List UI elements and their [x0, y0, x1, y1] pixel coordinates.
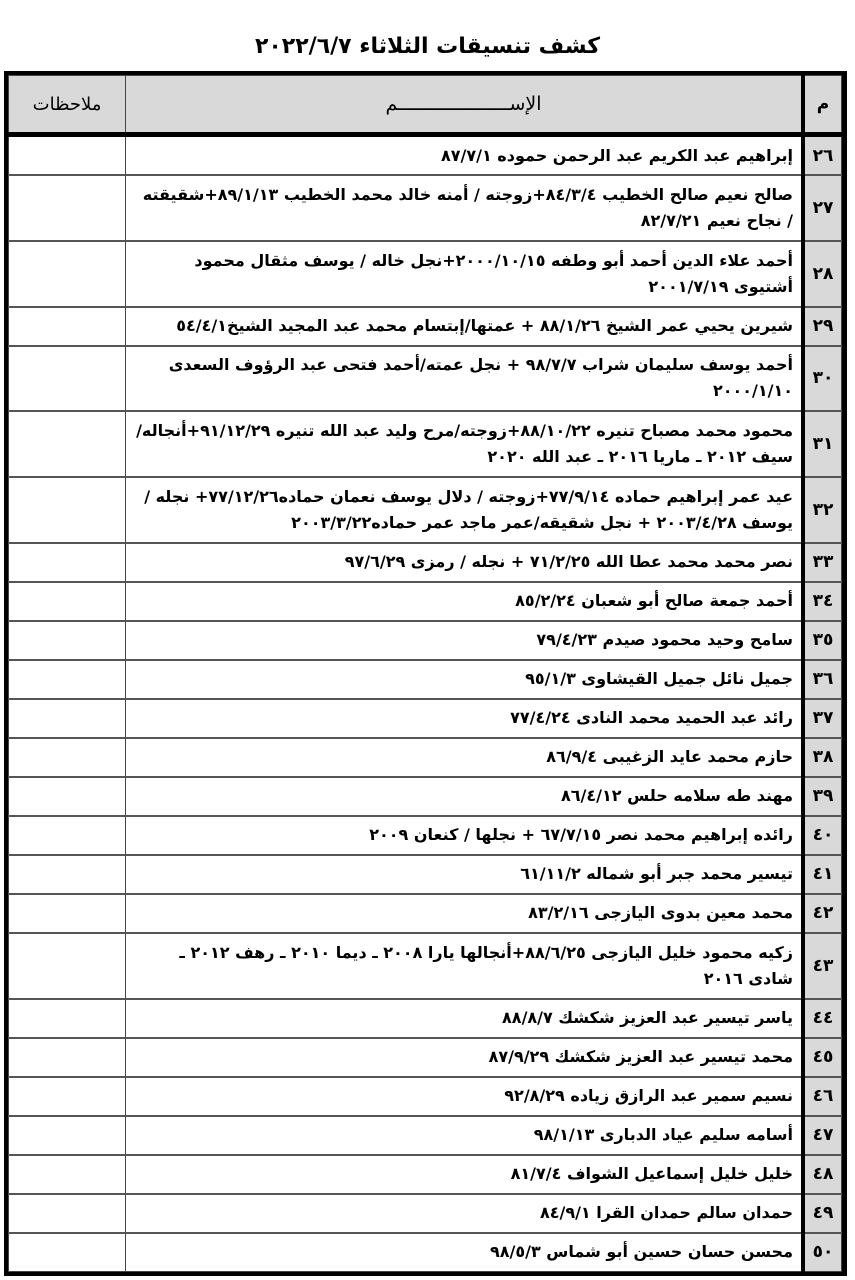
table-row	[9, 477, 842, 543]
row-notes	[9, 699, 126, 738]
row-notes	[9, 894, 126, 933]
row-name: نسيم سمير عبد الرازق زياده ٩٢/٨/٢٩	[126, 1077, 804, 1116]
row-number: ٢٧	[803, 175, 842, 241]
row-name: إبراهيم عبد الكريم عبد الرحمن حموده ٨٧/٧/١	[126, 135, 804, 176]
table-row	[9, 621, 842, 660]
row-number: ٣٥	[803, 621, 842, 660]
row-number: ٣٦	[803, 660, 842, 699]
row-name: أحمد جمعة صالح أبو شعبان ٨٥/٢/٢٤	[126, 582, 804, 621]
table-body	[9, 135, 842, 1272]
table-row	[9, 777, 842, 816]
row-number: ٤٢	[803, 894, 842, 933]
header-name: الإســــــــــــــــــــم	[126, 76, 804, 135]
row-name: جميل نائل جميل القيشاوى ٩٥/١/٣	[126, 660, 804, 699]
row-notes	[9, 175, 126, 241]
row-number: ٤٨	[803, 1155, 842, 1194]
row-notes	[9, 582, 126, 621]
table-row	[9, 933, 842, 999]
row-name: زكيه محمود خليل اليازجى ٨٨/٦/٢٥+أنجالها يارا ٢٠٠٨ ـ ديما ٢٠١٠ ـ رهف ٢٠١٢ ـ شادى ٢٠١٦	[126, 933, 804, 999]
row-notes	[9, 1116, 126, 1155]
row-notes	[9, 1077, 126, 1116]
row-notes	[9, 477, 126, 543]
table-row	[9, 699, 842, 738]
row-number: ٣١	[803, 411, 842, 477]
row-notes	[9, 999, 126, 1038]
row-name: رائد عبد الحميد محمد النادى ٧٧/٤/٢٤	[126, 699, 804, 738]
row-notes	[9, 1038, 126, 1077]
row-number: ٣٤	[803, 582, 842, 621]
table-row	[9, 816, 842, 855]
table-row	[9, 1077, 842, 1116]
row-notes	[9, 621, 126, 660]
row-number: ٥٠	[803, 1233, 842, 1272]
row-number: ٣٩	[803, 777, 842, 816]
row-notes	[9, 1233, 126, 1272]
row-notes	[9, 346, 126, 412]
table-row	[9, 1155, 842, 1194]
row-name: ياسر تيسير عبد العزيز شكشك ٨٨/٨/٧	[126, 999, 804, 1038]
row-name: رائده إبراهيم محمد نصر ٦٧/٧/١٥ + نجلها / كنعان ٢٠٠٩	[126, 816, 804, 855]
row-number: ٣٣	[803, 543, 842, 582]
row-notes	[9, 135, 126, 176]
row-name: محمود محمد مصباح تنيره ٨٨/١٠/٢٢+زوجته/مرح وليد عبد الله تنيره ٩١/١٢/٢٩+أنجاله/ سيف ٢٠١٢ ـ ماريا ٢٠١٦ ـ عبد الله ٢٠٢٠	[126, 411, 804, 477]
row-name: أحمد يوسف سليمان شراب ٩٨/٧/٧ + نجل عمته/أحمد فتحى عبد الرؤوف السعدى ٢٠٠٠/١/١٠	[126, 346, 804, 412]
row-notes	[9, 307, 126, 346]
table-row	[9, 999, 842, 1038]
table-row	[9, 346, 842, 412]
row-name: محمد معين بدوى اليازجى ٨٣/٢/١٦	[126, 894, 804, 933]
row-name: خليل خليل إسماعيل الشواف ٨١/٧/٤	[126, 1155, 804, 1194]
row-notes	[9, 933, 126, 999]
table-row	[9, 135, 842, 176]
coordination-table	[4, 71, 847, 1276]
row-number: ٣٨	[803, 738, 842, 777]
table-row	[9, 1194, 842, 1233]
row-name: محسن حسان حسين أبو شماس ٩٨/٥/٣	[126, 1233, 804, 1272]
row-notes	[9, 855, 126, 894]
row-number: ٣٠	[803, 346, 842, 412]
table-row	[9, 1116, 842, 1155]
table-row	[9, 175, 842, 241]
table-row	[9, 1038, 842, 1077]
row-notes	[9, 543, 126, 582]
row-number: ٣٧	[803, 699, 842, 738]
row-notes	[9, 1194, 126, 1233]
row-name: تيسير محمد جبر أبو شماله ٦١/١١/٢	[126, 855, 804, 894]
row-number: ٢٩	[803, 307, 842, 346]
row-name: مهند طه سلامه حلس ٨٦/٤/١٢	[126, 777, 804, 816]
table-row	[9, 307, 842, 346]
table-row	[9, 241, 842, 307]
row-notes	[9, 660, 126, 699]
header-number: م	[803, 76, 842, 135]
table-row	[9, 411, 842, 477]
row-number: ٤٥	[803, 1038, 842, 1077]
row-notes	[9, 411, 126, 477]
row-name: شيرين يحيي عمر الشيخ ٨٨/١/٢٦ + عمتها/إبتسام محمد عبد المجيد الشيخ٥٤/٤/١	[126, 307, 804, 346]
row-number: ٤١	[803, 855, 842, 894]
row-name: حازم محمد عايد الزغيبى ٨٦/٩/٤	[126, 738, 804, 777]
row-notes	[9, 1155, 126, 1194]
row-number: ٣٢	[803, 477, 842, 543]
row-name: عيد عمر إبراهيم حماده ٧٧/٩/١٤+زوجته / دلال يوسف نعمان حماده٧٧/١٢/٢٦+ نجله / يوسف ٢٠٠٣/٤/٢٨ + نجل شقيقه/عمر ماجد عمر حماده٢٠٠٣/٣/٢٢	[126, 477, 804, 543]
row-name: نصر محمد محمد عطا الله ٧١/٢/٢٥ + نجله / رمزى ٩٧/٦/٢٩	[126, 543, 804, 582]
header-notes: ملاحظات	[9, 76, 126, 135]
row-number: ٤٠	[803, 816, 842, 855]
row-name: محمد تيسير عبد العزيز شكشك ٨٧/٩/٢٩	[126, 1038, 804, 1077]
row-number: ٢٨	[803, 241, 842, 307]
row-name: أسامه سليم عياد الدبارى ٩٨/١/١٣	[126, 1116, 804, 1155]
page-title: كشف تنسيقات الثلاثاء ٢٠٢٢/٦/٧	[254, 34, 601, 59]
table-row	[9, 738, 842, 777]
row-notes	[9, 241, 126, 307]
row-notes	[9, 816, 126, 855]
row-number: ٢٦	[803, 135, 842, 176]
row-number: ٤٤	[803, 999, 842, 1038]
table-row	[9, 855, 842, 894]
row-name: صالح نعيم صالح الخطيب ٨٤/٣/٤+زوجته / أمنه خالد محمد الخطيب ٨٩/١/١٣+شقيقته / نجاح نعيم ٨٢/٧/٢١	[126, 175, 804, 241]
row-number: ٤٩	[803, 1194, 842, 1233]
table-row	[9, 1233, 842, 1272]
row-notes	[9, 738, 126, 777]
row-name: أحمد علاء الدين أحمد أبو وطفه ٢٠٠٠/١٠/١٥+نجل خاله / يوسف مثقال محمود أشتيوى ٢٠٠١/٧/١٩	[126, 241, 804, 307]
table-row	[9, 660, 842, 699]
row-number: ٤٣	[803, 933, 842, 999]
row-number: ٤٦	[803, 1077, 842, 1116]
row-name: سامح وحيد محمود صيدم ٧٩/٤/٢٣	[126, 621, 804, 660]
row-notes	[9, 777, 126, 816]
row-name: حمدان سالم حمدان القرا ٨٤/٩/١	[126, 1194, 804, 1233]
table-row	[9, 894, 842, 933]
table-row	[9, 582, 842, 621]
table-row	[9, 543, 842, 582]
row-number: ٤٧	[803, 1116, 842, 1155]
table-header-row	[9, 76, 842, 135]
